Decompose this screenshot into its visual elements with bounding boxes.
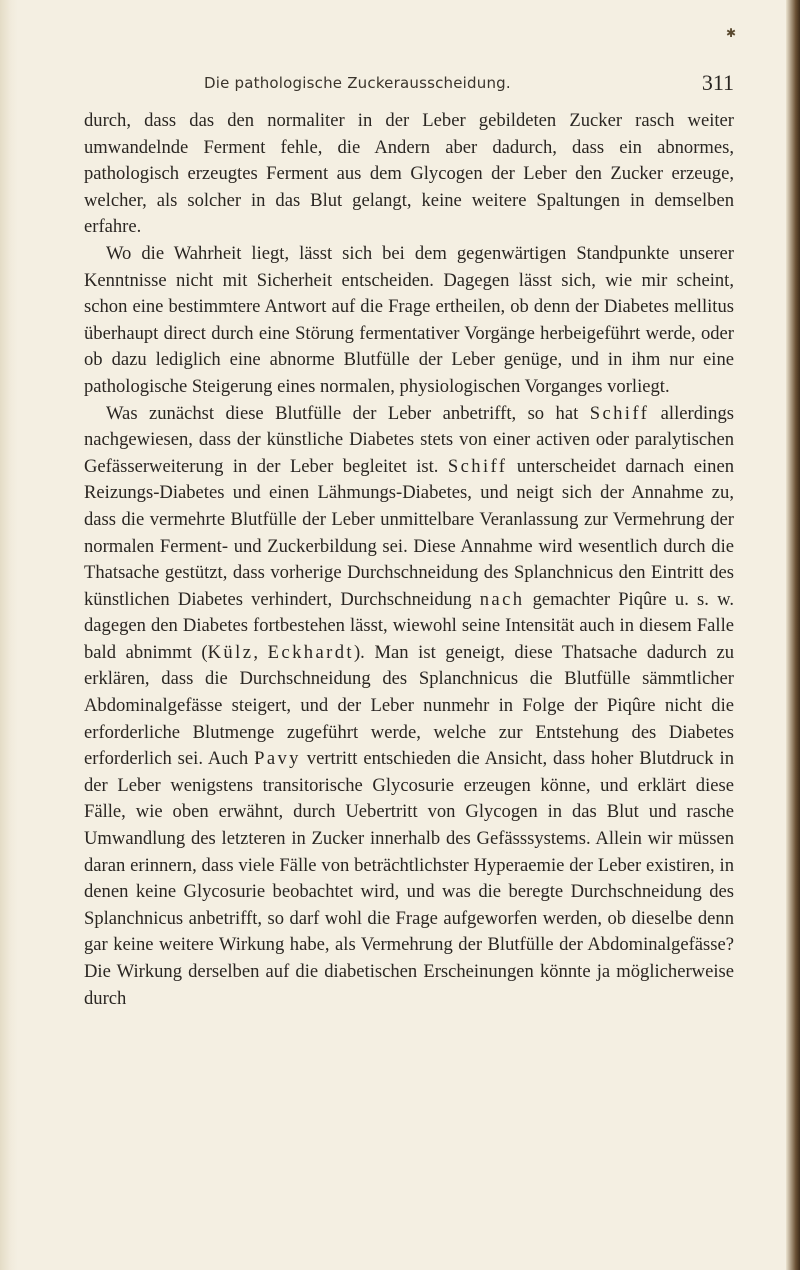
page-number: 311 [701,70,734,95]
paragraph-text: Was zunächst diese Blutfülle der Leber anbetrifft, so hat [106,402,590,424]
author-name-kuelz: Külz [207,641,254,663]
paragraph-text: unterscheidet darnach einen Reizungs-Diabetes und einen Lähmungs-Diabetes, und neigt sich der Annahme zu, dass die vermehrte Blutfülle der Leber unmittelbare Veranlassung zur Vermehrung der normalen Ferment- und Zuckerbildung sei. Diese Annahme wird wesentlich durch die Thatsache gestützt, dass vorherige Durchschneidung des Splanchnicus den Eintritt des künstlichen Diabetes verhindert, Durchschneidung [84,455,734,610]
running-title: Die pathologische Zuckerausscheidung. [204,74,511,92]
paragraph-text: ). Man ist geneigt, diese Thatsache dadurch zu erklären, dass die Durchschneidung des Splanchnicus die Blutfülle sämmtlicher Abdominalgefässe steigert, und der Leber nunmehr in Folge der Piqûre nicht die erforderliche Blutmenge zugeführt werde, welche zur Entstehung des Diabetes erforderlich sei. Auch [84,641,735,770]
body-text [84,108,734,1012]
author-name-schiff: Schiff [447,455,508,477]
paragraph-text: , [253,641,268,663]
author-name-eckhardt: Eckhardt [267,641,354,663]
emphasis-nach: nach [479,588,525,610]
page-header [84,70,734,100]
corner-mark: ✱ [725,26,736,40]
paragraph-text: durch, dass das den normaliter in der Leber gebildeten Zucker rasch weiter umwandelnde Ferment fehle, die Andern aber dadurch, dass ein abnormes, pathologisch erzeugtes Ferment aus dem Glycogen der Leber den Zucker erzeuge, welcher, als solcher in das Blut gelangt, keine weitere Spaltungen in demselben erfahre. [84,110,734,238]
paragraph-2 [84,241,734,401]
author-name-schiff: Schiff [589,402,650,424]
paragraph-1 [84,108,734,241]
page-edge-right [786,0,800,1270]
author-name-pavy: Pavy [254,748,301,770]
paragraph-text: Wo die Wahrheit liegt, lässt sich bei dem gegenwärtigen Standpunkte unserer Kenntnisse nicht mit Sicherheit entscheiden. Dagegen lässt sich, wie mir scheint, schon eine bestimmtere Antwort auf die Frage ertheilen, ob denn der Diabetes mellitus überhaupt direct durch eine Störung fermentativer Vorgänge herbeigeführt werde, oder ob dazu lediglich eine abnorme Blutfülle der Leber genüge, und in ihm nur eine pathologische Steigerung eines normalen, physiologischen Vorganges vorliegt. [84,242,734,397]
paragraph-text: vertritt entschieden die Ansicht, dass hoher Blutdruck in der Leber wenigstens transitorische Glycosurie erzeugen könne, und erklärt diese Fälle, wie oben erwähnt, durch Uebertritt von Glycogen in das Blut und rasche Umwandlung des letzteren in Zucker innerhalb des Gefässsystems. Allein wir müssen daran erinnern, dass viele Fälle von beträchtlichster Hyperaemie der Leber existiren, in denen keine Glycosurie beobachtet wird, und was die beregte Durchschneidung des Splanchnicus anbetrifft, so darf wohl die Frage aufgeworfen werden, ob dieselbe denn gar keine weitere Wirkung habe, als Vermehrung der Blutfülle der Abdominalgefässe? Die Wirkung derselben auf die diabetischen Erscheinungen könnte ja möglicherweise durch [84,748,734,1009]
paragraph-text: allerdings nachgewiesen, dass der künstliche Diabetes stets von einer activen oder paralytischen Gefässerweiterung in der Leber begleitet ist. [84,402,734,477]
page-edge-left [0,0,18,1270]
paragraph-3 [84,401,734,1013]
paragraph-text: gemachter Piqûre u. s. w. dagegen den Diabetes fortbestehen lässt, wiewohl seine Intensität auch in diesem Falle bald abnimmt ( [84,588,734,663]
